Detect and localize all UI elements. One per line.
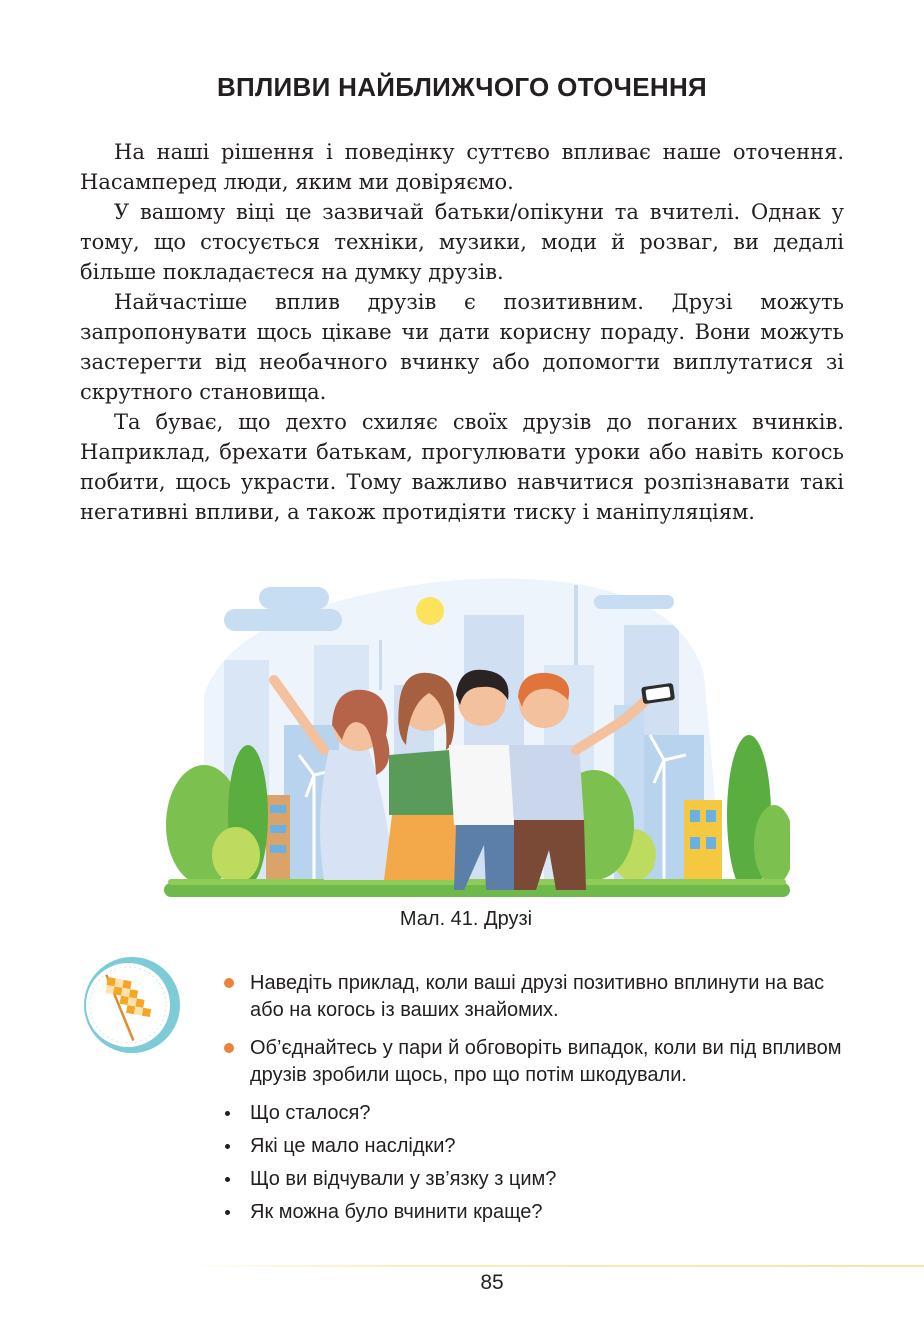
list-item: [222, 1100, 852, 1127]
list-item: [222, 1166, 852, 1193]
figure-caption: Мал. 41. Друзі: [399, 908, 533, 930]
paragraph: Та буває, що дехто схиляє своїх друзів до поганих вчинків. Наприклад, брехати батькам, прогулювати уроки або навіть когось побити, щось украсти. Тому важливо навчитися розпізнавати такі негативні впливи, а також протидіяти тиску і маніпуляціям.: [80, 410, 844, 524]
checkered-flag-icon: [82, 955, 182, 1055]
list-item: [222, 1199, 852, 1226]
footer-divider: [180, 1265, 924, 1267]
task-list: [222, 970, 852, 1226]
list-item: [222, 1035, 852, 1089]
sun-icon: [416, 597, 444, 625]
page-title: ВПЛИВИ НАЙБЛИЖЧОГО ОТОЧЕННЯ: [216, 72, 708, 102]
body-text: [80, 137, 844, 527]
task-text: Об’єднайтесь у пари й обговоріть випадок, коли ви під впливом друзів зробили щось, про що потім шкодували.: [250, 1037, 842, 1086]
bullet-icon: [225, 1210, 230, 1215]
orange-bullet-icon: [224, 978, 234, 988]
bullet-icon: [225, 1111, 230, 1116]
list-item: [222, 970, 852, 1024]
orange-bullet-icon: [224, 1043, 234, 1053]
question-text: Що ви відчували у зв’язку з цим?: [250, 1168, 557, 1190]
list-item: [222, 1133, 852, 1160]
question-text: Що сталося?: [250, 1102, 371, 1124]
question-text: Які це мало наслідки?: [250, 1135, 456, 1157]
page-number: 85: [480, 1271, 504, 1294]
friends-city-illustration: [164, 575, 790, 897]
question-text: Як можна було вчинити краще?: [250, 1201, 543, 1223]
paragraph: У вашому віці це зазвичай батьки/опікуни та вчителі. Однак у тому, що стосується техніки, музики, моди й розваг, ви дедалі більше покладаєтеся на думку друзів.: [80, 200, 844, 284]
paragraph: Найчастіше вплив друзів є позитивним. Друзі можуть запропонувати щось цікаве чи дати корисну пораду. Вони можуть застерегти від необачного вчинку або допомогти виплутатися зі скрутного становища.: [80, 290, 844, 404]
bullet-icon: [225, 1144, 230, 1149]
task-text: Наведіть приклад, коли ваші друзі позитивно вплинути на вас або на когось із ваших знайомих.: [250, 972, 825, 1021]
bullet-icon: [225, 1177, 230, 1182]
paragraph: На наші рішення і поведінку суттєво впливає наше оточення. Насамперед люди, яким ми довіряємо.: [80, 140, 844, 194]
